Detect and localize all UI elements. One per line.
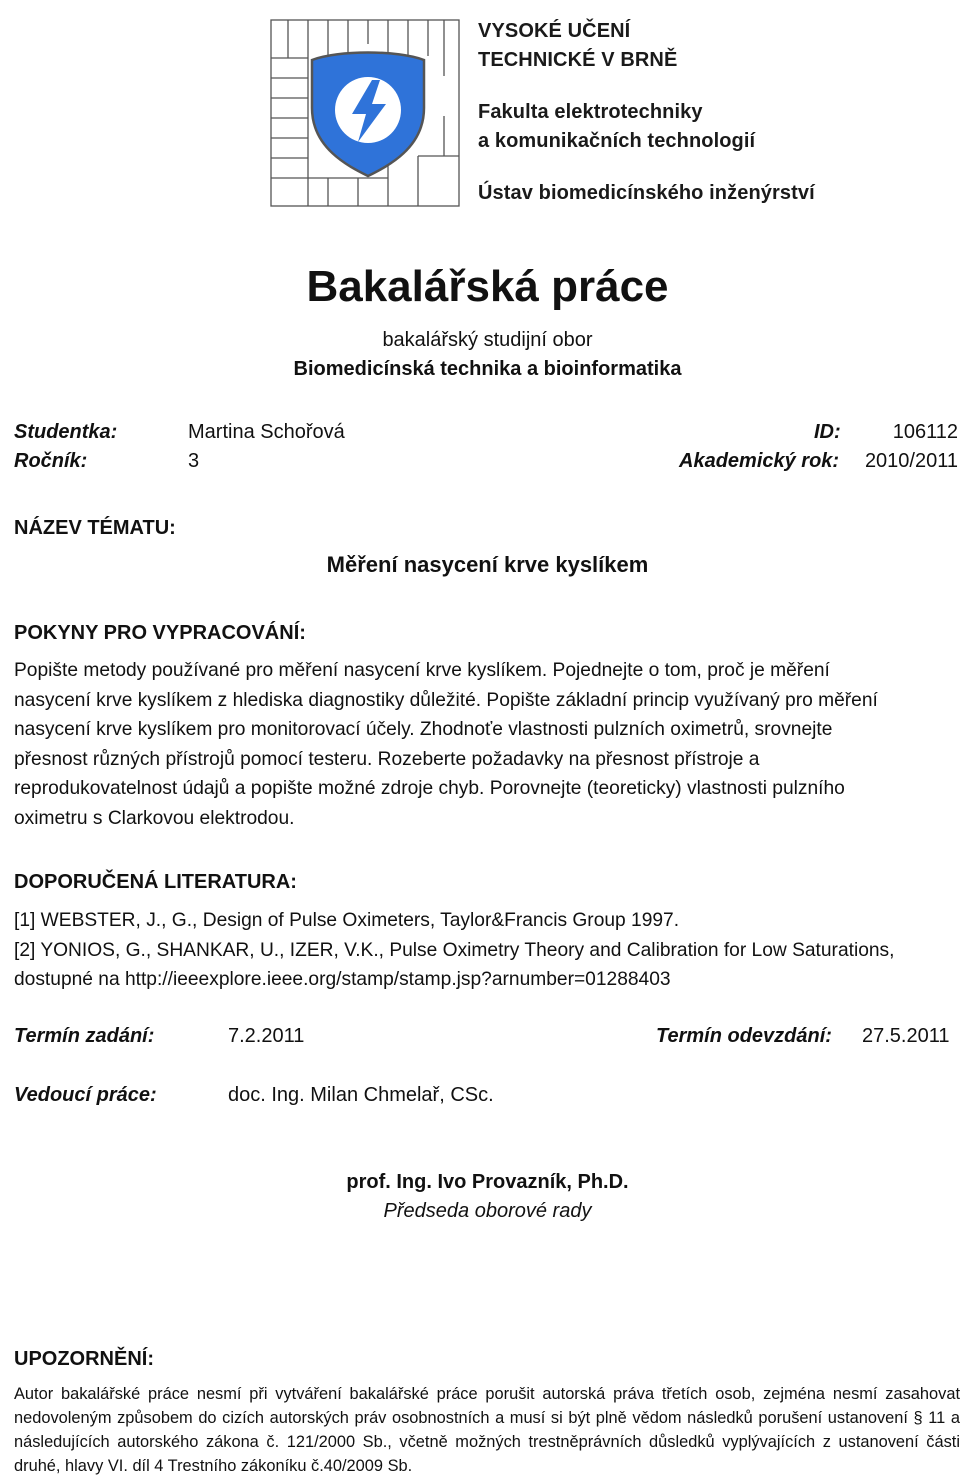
literature-item: [2] YONIOS, G., SHANKAR, U., IZER, V.K., Pulse Oximetry Theory and Calibration for Low Saturations,	[14, 939, 895, 961]
chair-name: prof. Ing. Ivo Provazník, Ph.D.	[346, 1171, 629, 1193]
supervisor-label: Vedoucí práce:	[14, 1084, 157, 1106]
topic-heading: NÁZEV TÉMATU:	[14, 517, 176, 539]
assigned-date-value: 7.2.2011	[228, 1025, 305, 1047]
warning-text: Autor bakalářské práce nesmí při vytváření bakalářské práce porušit autorská práva třetích osob, zejména nesmí zasahovat nedovoleným způsobem do cizích autorských práv osobnostních a musí si být plně vědom následků porušení ustanovení § 11 a následujících autorského zákona č. 121/2000 Sb., včetně možných trestněprávních důsledků vyplývajících z ustanovení části druhé, hlavy VI. díl 4 Trestního zákoníku č.40/2009 Sb.	[14, 1385, 960, 1475]
academic-year-label: Akademický rok:	[679, 450, 840, 472]
chair-role: Předseda oborové rady	[383, 1200, 592, 1222]
institution-line2: TECHNICKÉ V BRNĚ	[478, 49, 678, 71]
instructions-line: oximetru s Clarkovou elektrodou.	[14, 807, 295, 829]
department-name: Ústav biomedicínského inženýrství	[478, 182, 815, 204]
literature-heading: DOPORUČENÁ LITERATURA:	[14, 871, 297, 893]
instructions-heading: POKYNY PRO VYPRACOVÁNÍ:	[14, 622, 306, 644]
document-title: Bakalářská práce	[306, 262, 669, 311]
literature-item: dostupné na http://ieeexplore.ieee.org/stamp/stamp.jsp?arnumber=01288403	[14, 969, 671, 990]
year-value: 3	[188, 450, 200, 472]
literature-item: [1] WEBSTER, J., G., Design of Pulse Oximeters, Taylor&Francis Group 1997.	[14, 910, 680, 931]
supervisor-name: doc. Ing. Milan Chmelař, CSc.	[228, 1084, 494, 1106]
assigned-date-label: Termín zadání:	[14, 1025, 155, 1047]
faculty-line1: Fakulta elektrotechniky	[478, 101, 703, 123]
university-logo	[268, 16, 464, 212]
literature-list	[14, 906, 960, 995]
id-label: ID:	[814, 421, 841, 443]
study-program: bakalářský studijní obor	[382, 329, 593, 351]
student-label: Studentka:	[14, 421, 118, 443]
due-date-label: Termín odevzdání:	[656, 1025, 832, 1047]
due-date-value: 27.5.2011	[862, 1025, 950, 1047]
year-label: Ročník:	[14, 450, 88, 472]
instructions-line: přesnost různých přístrojů pomocí testeru. Rozeberte požadavky na přesnost přístroje a	[14, 748, 760, 770]
instructions-line: nasycení krve kyslíkem pro monitorovací účely. Zhodnoťe vlastnosti pulzních oximetrů, srovnejte	[14, 719, 833, 740]
instructions-line: Popište metody používané pro měření nasycení krve kyslíkem. Pojednejte o tom, proč je měření	[14, 660, 830, 681]
study-field: Biomedicínská technika a bioinformatika	[293, 358, 682, 380]
id-value: 106112	[892, 421, 958, 443]
instructions-line: reprodukovatelnost údajů a popište možné zdroje chyb. Porovnejte (teoreticky) vlastnosti pulzního	[14, 778, 845, 799]
faculty-line2: a komunikačních technologií	[478, 130, 756, 152]
topic-title: Měření nasycení krve kyslíkem	[326, 552, 649, 577]
institution-line1: VYSOKÉ UČENÍ	[478, 20, 631, 42]
academic-year-value: 2010/2011	[864, 450, 958, 472]
warning-heading: UPOZORNĚNÍ:	[14, 1348, 154, 1370]
instructions-text	[14, 656, 960, 833]
instructions-line: nasycení krve kyslíkem z hlediska diagnostiky důležité. Popište základní princip využívaný pro měření	[14, 689, 878, 711]
student-name: Martina Schořová	[188, 421, 345, 443]
